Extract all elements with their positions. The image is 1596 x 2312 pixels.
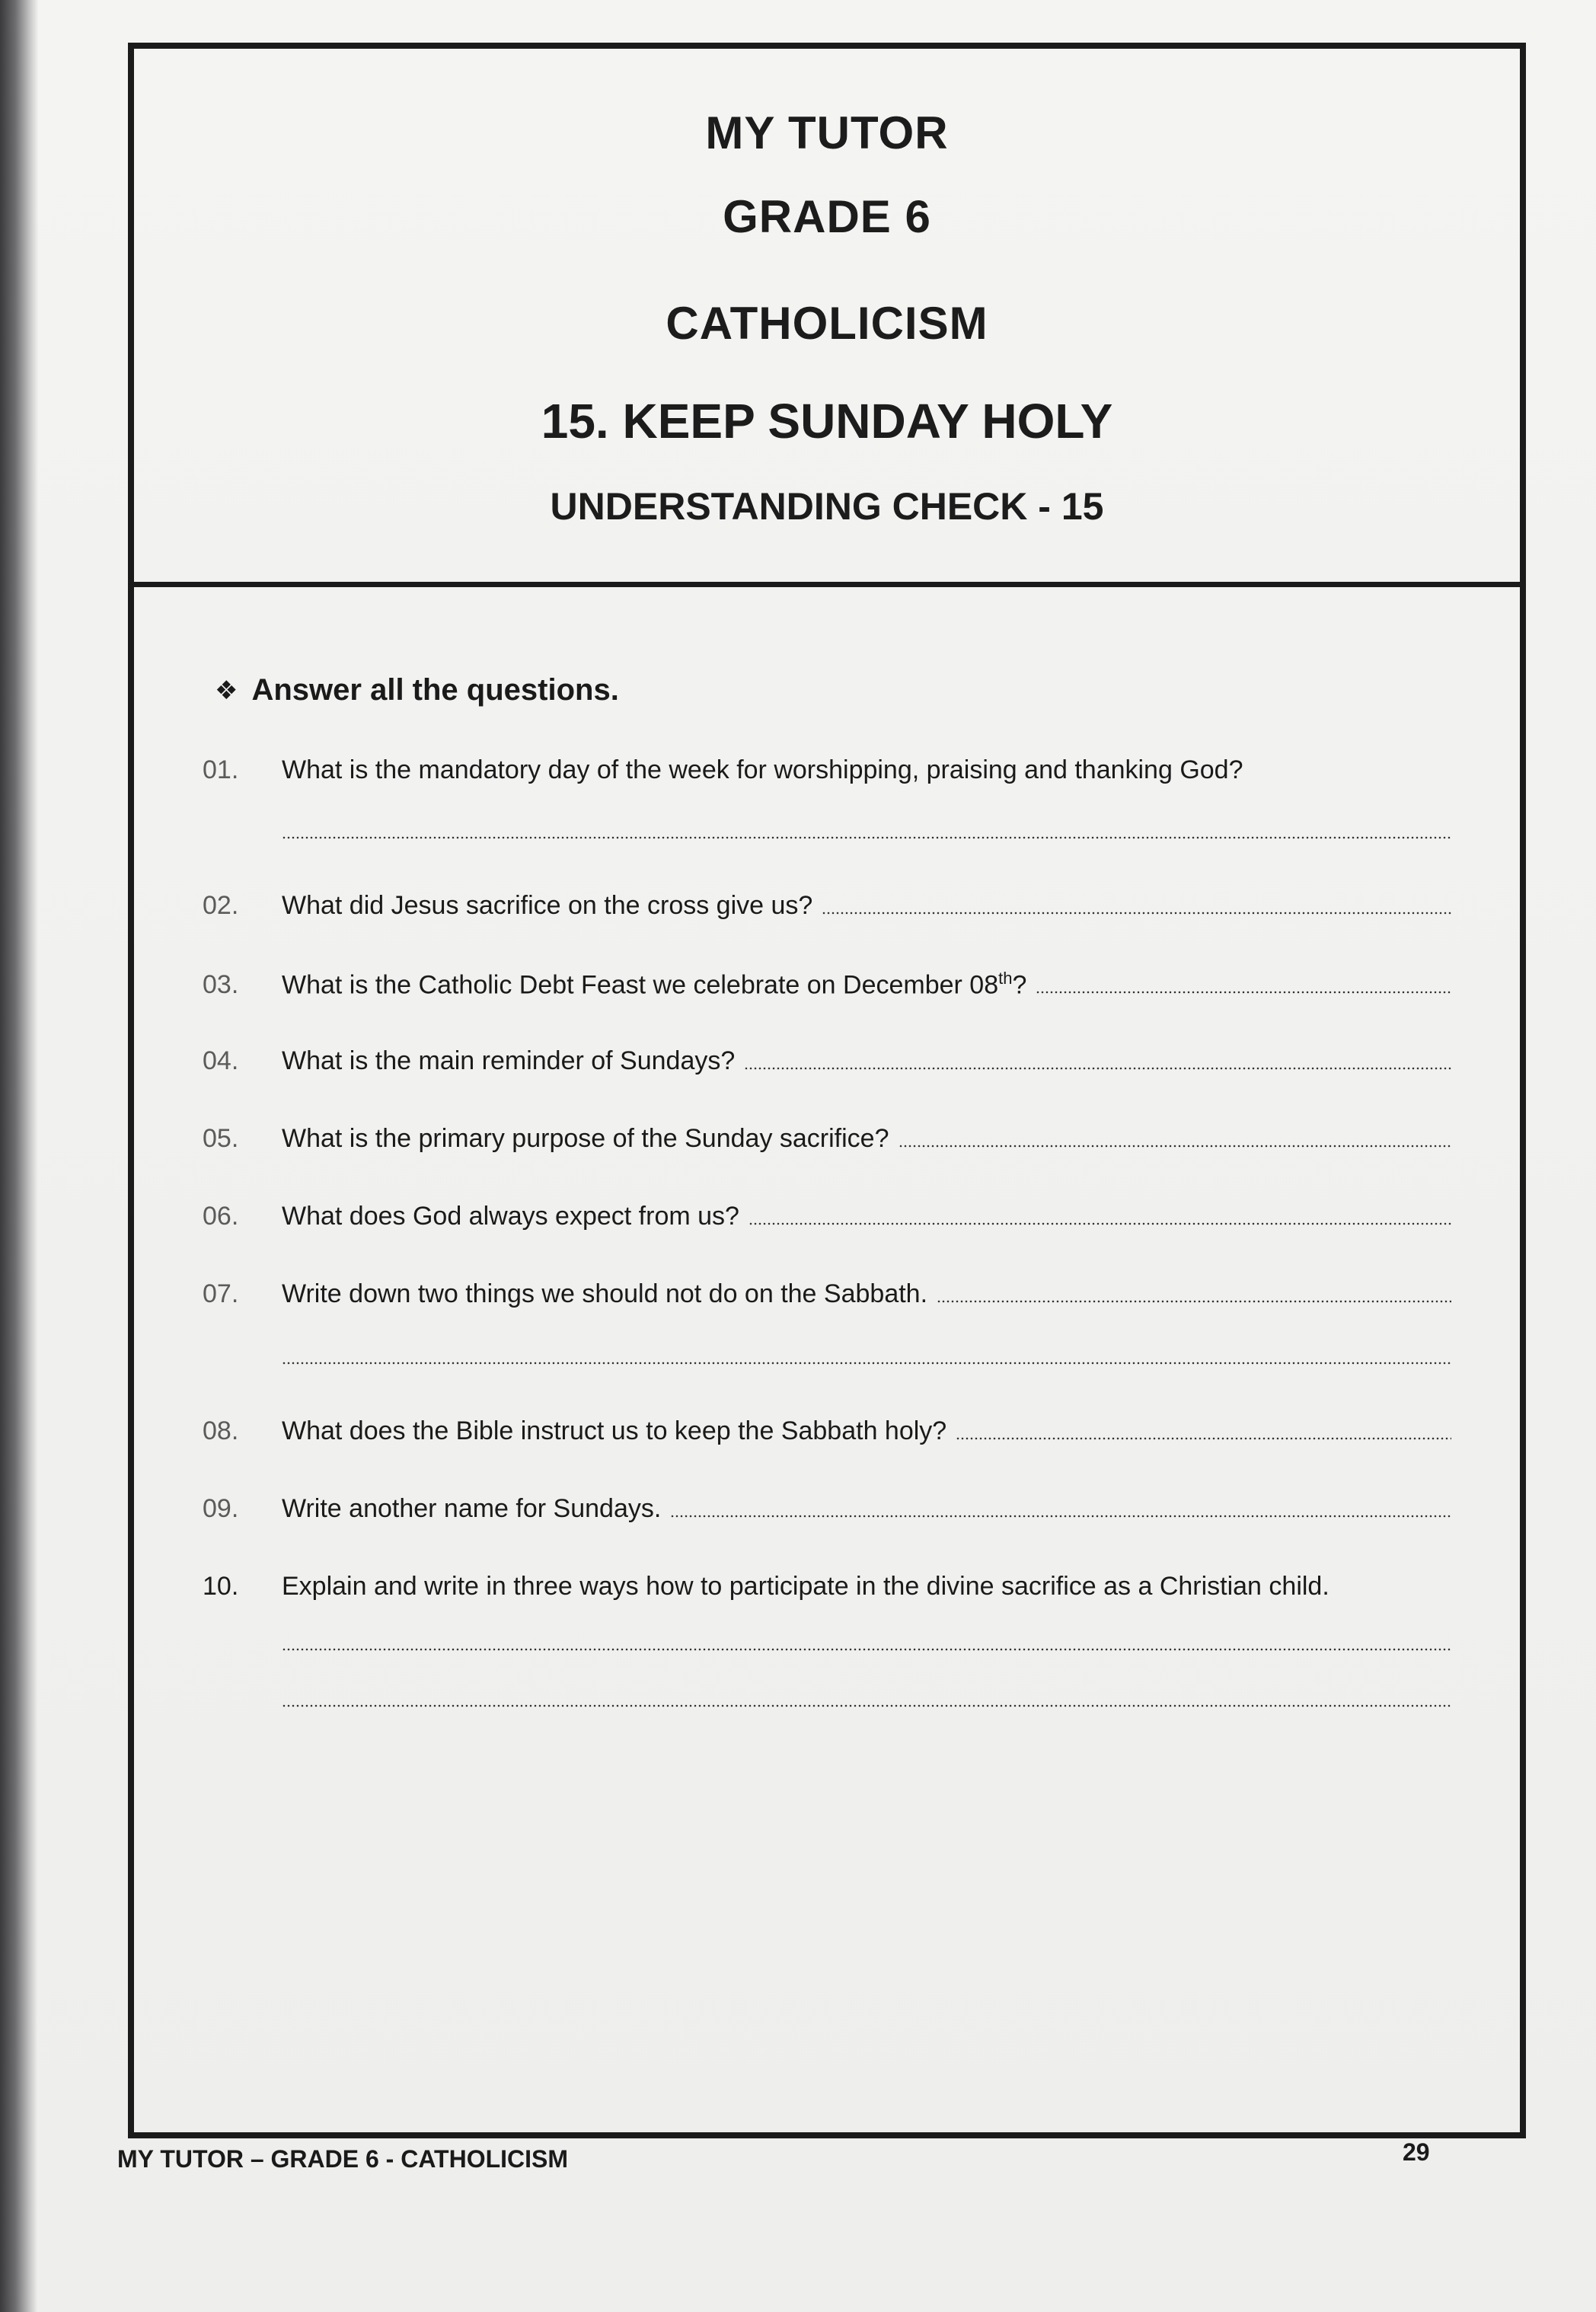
question-number: 07. — [203, 1279, 239, 1308]
question-text: What does the Bible instruct us to keep the Sabbath holy? — [282, 1416, 947, 1445]
question-06 — [203, 1202, 1451, 1231]
page-border — [128, 43, 1526, 2138]
footer-title: MY TUTOR – GRADE 6 - CATHOLICISM — [117, 2145, 569, 2173]
question-text: What is the mandatory day of the week for worshipping, praising and thanking God? — [282, 755, 1243, 784]
question-number: 08. — [203, 1416, 239, 1445]
answer-line[interactable] — [749, 1222, 1451, 1225]
instruction — [215, 673, 619, 707]
question-text: What does God always expect from us? — [282, 1202, 739, 1231]
answer-line[interactable] — [282, 836, 1451, 839]
answer-line[interactable] — [744, 1067, 1451, 1070]
question-text: Explain and write in three ways how to participate in the divine sacrifice as a Christian child. — [282, 1572, 1329, 1601]
lesson-title: 15. KEEP SUNDAY HOLY — [541, 394, 1113, 449]
question-07 — [203, 1279, 1451, 1309]
check-title: UNDERSTANDING CHECK - 15 — [550, 485, 1104, 528]
answer-line[interactable] — [956, 1437, 1451, 1440]
question-text: What did Jesus sacrifice on the cross give us? — [282, 891, 813, 920]
question-04 — [203, 1046, 1451, 1076]
instruction-text: Answer all the questions. — [251, 673, 619, 707]
answer-line[interactable] — [822, 912, 1451, 915]
answer-line[interactable] — [282, 1648, 1451, 1651]
subject-title: CATHOLICISM — [666, 298, 988, 349]
answer-line[interactable] — [282, 1704, 1451, 1707]
worksheet-page — [38, 0, 1596, 2312]
question-number: 06. — [203, 1202, 239, 1231]
header-box — [134, 49, 1520, 587]
question-text: What is the main reminder of Sundays? — [282, 1046, 736, 1075]
question-01 — [203, 755, 1451, 785]
publisher-title: MY TUTOR — [705, 107, 949, 158]
book-spine-shadow — [0, 0, 38, 2312]
question-number: 03. — [203, 970, 239, 1000]
question-number: 09. — [203, 1494, 239, 1523]
question-10 — [203, 1572, 1451, 1601]
question-text: What is the Catholic Debt Feast we celebrate on December 08th? — [282, 969, 1027, 1000]
question-number: 02. — [203, 891, 239, 920]
question-text: Write another name for Sundays. — [282, 1494, 662, 1523]
answer-line[interactable] — [670, 1515, 1451, 1518]
page-number: 29 — [1403, 2138, 1430, 2166]
question-text: What is the primary purpose of the Sunday sacrifice? — [282, 1124, 889, 1153]
question-08 — [203, 1416, 1451, 1446]
question-number: 05. — [203, 1124, 239, 1153]
diamond-bullet-icon: ❖ — [215, 675, 238, 705]
question-number: 10. — [203, 1572, 239, 1601]
question-text: Write down two things we should not do on the Sabbath. — [282, 1279, 928, 1308]
answer-line[interactable] — [1036, 991, 1451, 994]
question-number: 01. — [203, 755, 239, 784]
answer-line[interactable] — [899, 1145, 1452, 1148]
question-number: 04. — [203, 1046, 239, 1075]
answer-line[interactable] — [282, 1362, 1451, 1365]
question-02 — [203, 891, 1451, 921]
question-03 — [203, 969, 1451, 1000]
grade-title: GRADE 6 — [723, 191, 931, 242]
question-09 — [203, 1494, 1451, 1524]
answer-line[interactable] — [937, 1300, 1451, 1303]
question-05 — [203, 1124, 1451, 1154]
